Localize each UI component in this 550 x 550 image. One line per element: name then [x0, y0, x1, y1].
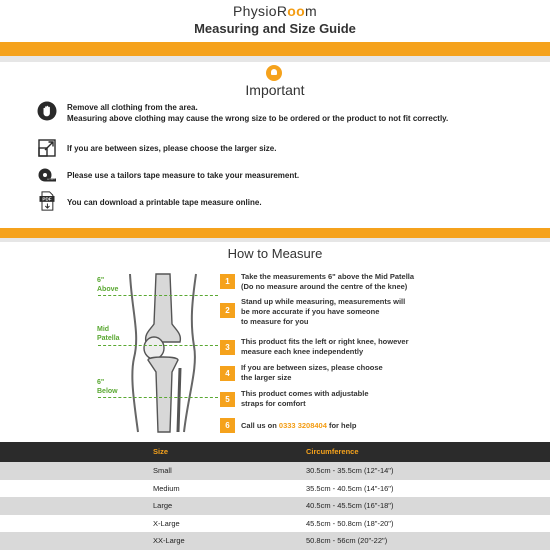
important-bell-icon: [266, 65, 282, 81]
step-number: 5: [220, 392, 235, 407]
step-text: Take the measurements 6" above the Mid Patella (Do no measure around the centre of the knee): [241, 272, 415, 291]
step-number: 2: [220, 303, 235, 318]
table-cell-size: XX-Large: [153, 536, 185, 546]
tape-measure-icon: [37, 165, 57, 185]
above-dashed-line: [98, 295, 218, 296]
hand-stop-icon: [37, 101, 57, 121]
knee-skeleton-illustration: [120, 272, 210, 434]
top-gray-band: [0, 56, 550, 62]
how-to-measure-title: How to Measure: [227, 246, 323, 261]
page-header: [0, 0, 550, 42]
middle-orange-divider: [0, 228, 550, 238]
phone-number-link[interactable]: 0333 3208404: [278, 421, 327, 430]
step-text: This product comes with adjustable straps for comfort: [241, 389, 369, 408]
top-orange-divider: [0, 42, 550, 56]
important-item-between-sizes: If you are between sizes, please choose the larger size.: [67, 144, 277, 153]
step-number: 3: [220, 340, 235, 355]
table-cell-size: Large: [153, 501, 173, 511]
table-cell-circumference: 50.8cm - 56cm (20"-22"): [306, 536, 388, 546]
table-cell-circumference: 40.5cm - 45.5cm (16"-18"): [306, 501, 394, 511]
step-text: Stand up while measuring, measurements will be more accurate if you have someone to measure for you: [241, 297, 406, 326]
size-table: [0, 442, 550, 550]
mid-dashed-line: [98, 345, 218, 346]
table-row: [0, 480, 550, 498]
mid-patella-label: Mid Patella: [97, 326, 120, 342]
below-dashed-line: [98, 397, 218, 398]
table-row: [0, 532, 550, 550]
important-item-printable: You can download a printable tape measure online.: [67, 198, 262, 207]
table-cell-circumference: 35.5cm - 40.5cm (14"-16"): [306, 483, 394, 493]
important-title: Important: [245, 82, 305, 98]
table-header-row: [0, 442, 550, 462]
table-row: [0, 515, 550, 533]
resize-arrows-icon: [37, 138, 57, 158]
step-number: 4: [220, 366, 235, 381]
brand-logo: PhysioRoom: [233, 3, 317, 19]
important-item-remove-clothing: Remove all clothing from the area. Measuring above clothing may cause the wrong size to be ordered or the product to not fit correctly.: [67, 103, 449, 123]
table-header-size: Size: [153, 447, 169, 456]
table-cell-circumference: 30.5cm - 35.5cm (12"-14"): [306, 466, 394, 475]
below-label: 6" Below: [97, 379, 118, 395]
table-cell-size: Small: [153, 466, 172, 475]
page-title: Measuring and Size Guide: [194, 21, 356, 36]
table-row: [0, 462, 550, 480]
table-cell-circumference: 45.5cm - 50.8cm (18"-20"): [306, 518, 394, 528]
table-cell-size: Medium: [153, 483, 180, 493]
step-text: If you are between sizes, please choose the larger size: [241, 363, 383, 382]
step-text-call: Call us on 0333 3208404 for help: [241, 421, 357, 430]
step-number: 6: [220, 418, 235, 433]
table-row: [0, 497, 550, 515]
above-label: 6" Above: [97, 277, 119, 293]
middle-gray-band: [0, 238, 550, 242]
table-header-circumference: Circumference: [306, 447, 359, 456]
step-text: This product fits the left or right knee, however measure each knee independently: [241, 337, 409, 356]
important-item-tape-measure: Please use a tailors tape measure to take your measurement.: [67, 171, 300, 180]
step-number: 1: [220, 274, 235, 289]
pdf-download-icon: [37, 191, 57, 211]
svg-text:PDF: PDF: [42, 196, 52, 202]
table-cell-size: X-Large: [153, 518, 180, 528]
